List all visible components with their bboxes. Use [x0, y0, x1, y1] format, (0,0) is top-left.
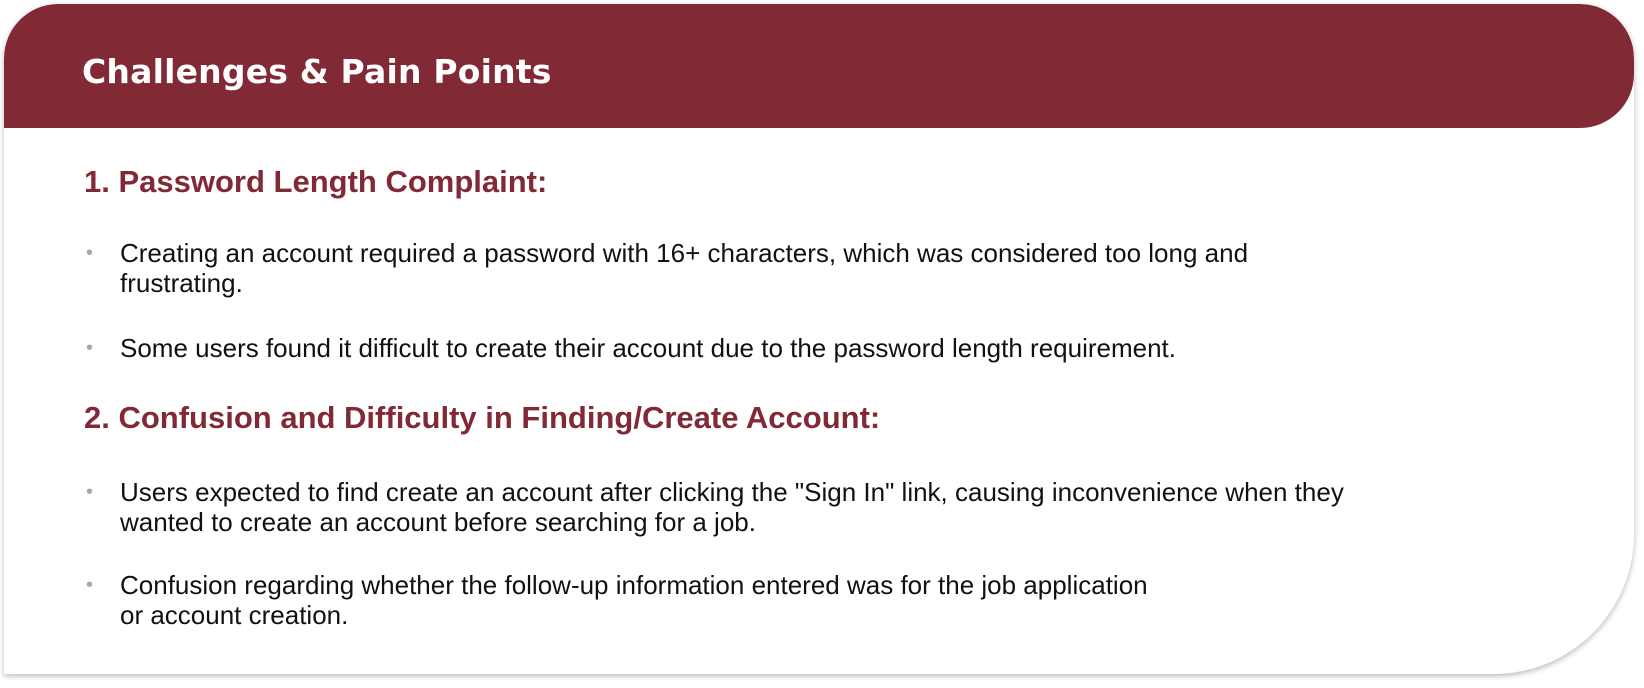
bullet-text: [120, 570, 1590, 630]
page-title: Challenges & Pain Points: [82, 52, 552, 91]
bullet-line: wanted to create an account before searching for a job.: [120, 507, 756, 537]
bullet-text: [120, 238, 1590, 298]
bullet-line: frustrating.: [120, 268, 243, 298]
bullet-line: Creating an account required a password with 16+ characters, which was considered too long and: [120, 238, 1249, 268]
bullet-text: [120, 477, 1590, 537]
section-heading-password: 1. Password Length Complaint:: [84, 164, 548, 199]
bullet-icon: •: [86, 242, 94, 264]
bullet-icon: •: [86, 337, 94, 359]
bullet-line: Users expected to find create an account after clicking the "Sign In" link, causing inconvenience when they: [120, 477, 1344, 507]
slide-card: [4, 4, 1634, 674]
content-area: [4, 4, 1634, 674]
bullet-icon: •: [86, 574, 94, 596]
bullet-line: Some users found it difficult to create their account due to the password length requirement.: [120, 333, 1177, 363]
bullet-line: Confusion regarding whether the follow-up information entered was for the job application: [120, 570, 1148, 600]
section-heading-account: 2. Confusion and Difficulty in Finding/Create Account:: [84, 400, 881, 435]
bullet-icon: •: [86, 481, 94, 503]
bullet-text: [120, 333, 1590, 363]
bullet-line: or account creation.: [120, 600, 349, 630]
